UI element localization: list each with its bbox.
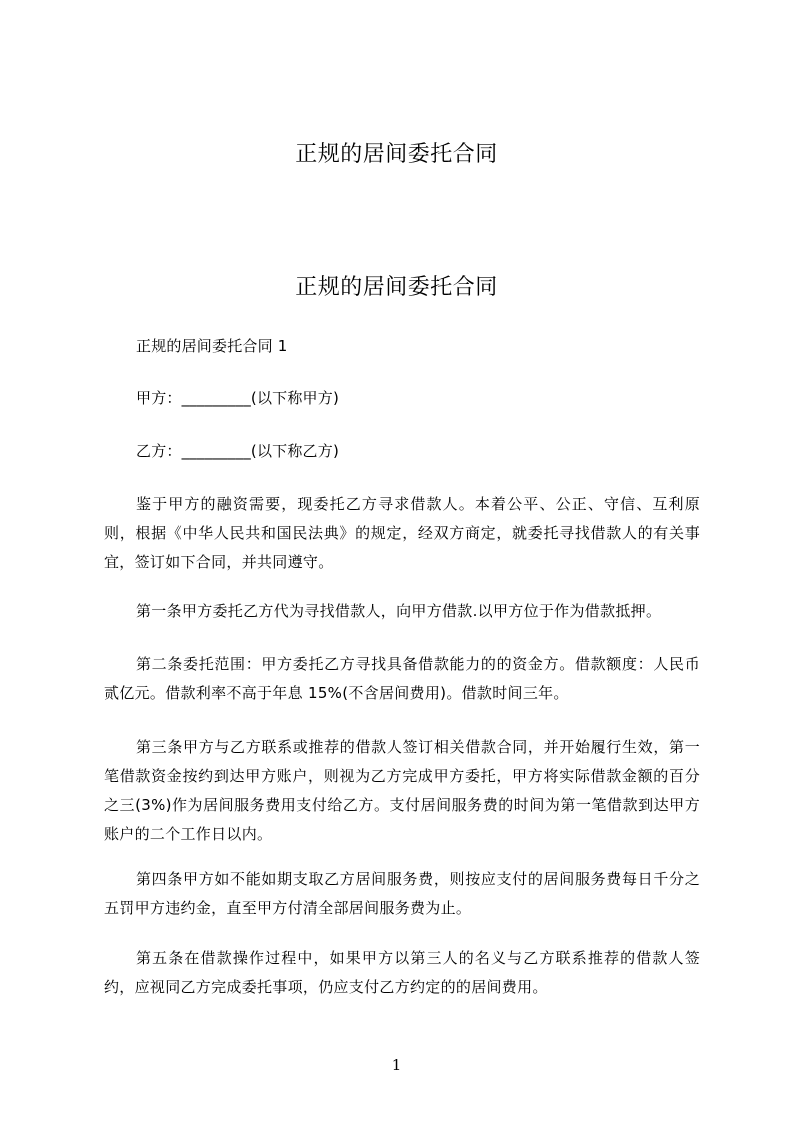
party-b-line: 乙方：_________(以下称乙方) — [136, 442, 340, 460]
party-a-line: 甲方：_________(以下称甲方) — [136, 389, 340, 407]
document-title: 正规的居间委托合同 — [295, 142, 498, 167]
page-number: 1 — [391, 1056, 402, 1074]
article-5-paragraph: 第五条在借款操作过程中，如果甲方以第三人的名义与乙方联系推荐的借款人签约，应视同乙方完成委托事项，仍应支付乙方约定的的居间费用。 — [104, 949, 700, 996]
contract-heading: 正规的居间委托合同 — [295, 275, 498, 300]
article-3-paragraph: 第三条甲方与乙方联系或推荐的借款人签订相关借款合同，并开始履行生效，第一笔借款资金按约到达甲方账户，则视为乙方完成甲方委托，甲方将实际借款金额的百分之三(3%)作为居间服务费用支付给乙方。支付居间服务费的时间为第一笔借款到达甲方账户的二个工作日以内。 — [104, 738, 700, 843]
article-4-paragraph: 第四条甲方如不能如期支取乙方居间服务费，则按应支付的居间服务费每日千分之五罚甲方违约金，直至甲方付清全部居间服务费为止。 — [104, 870, 700, 917]
contract-number-line: 正规的居间委托合同 1 — [136, 337, 288, 355]
article-1-paragraph: 第一条甲方委托乙方代为寻找借款人，向甲方借款.以甲方位于作为借款抵押。 — [136, 602, 662, 620]
article-2-paragraph: 第二条委托范围：甲方委托乙方寻找具备借款能力的的资金方。借款额度：人民币贰亿元。借款利率不高于年息 15%(不含居间费用)。借款时间三年。 — [104, 655, 700, 702]
preamble-paragraph: 鉴于甲方的融资需要，现委托乙方寻求借款人。本着公平、公正、守信、互利原则，根据《中华人民共和国民法典》的规定，经双方商定，就委托寻找借款人的有关事宜，签订如下合同，并共同遵守。 — [104, 495, 700, 571]
